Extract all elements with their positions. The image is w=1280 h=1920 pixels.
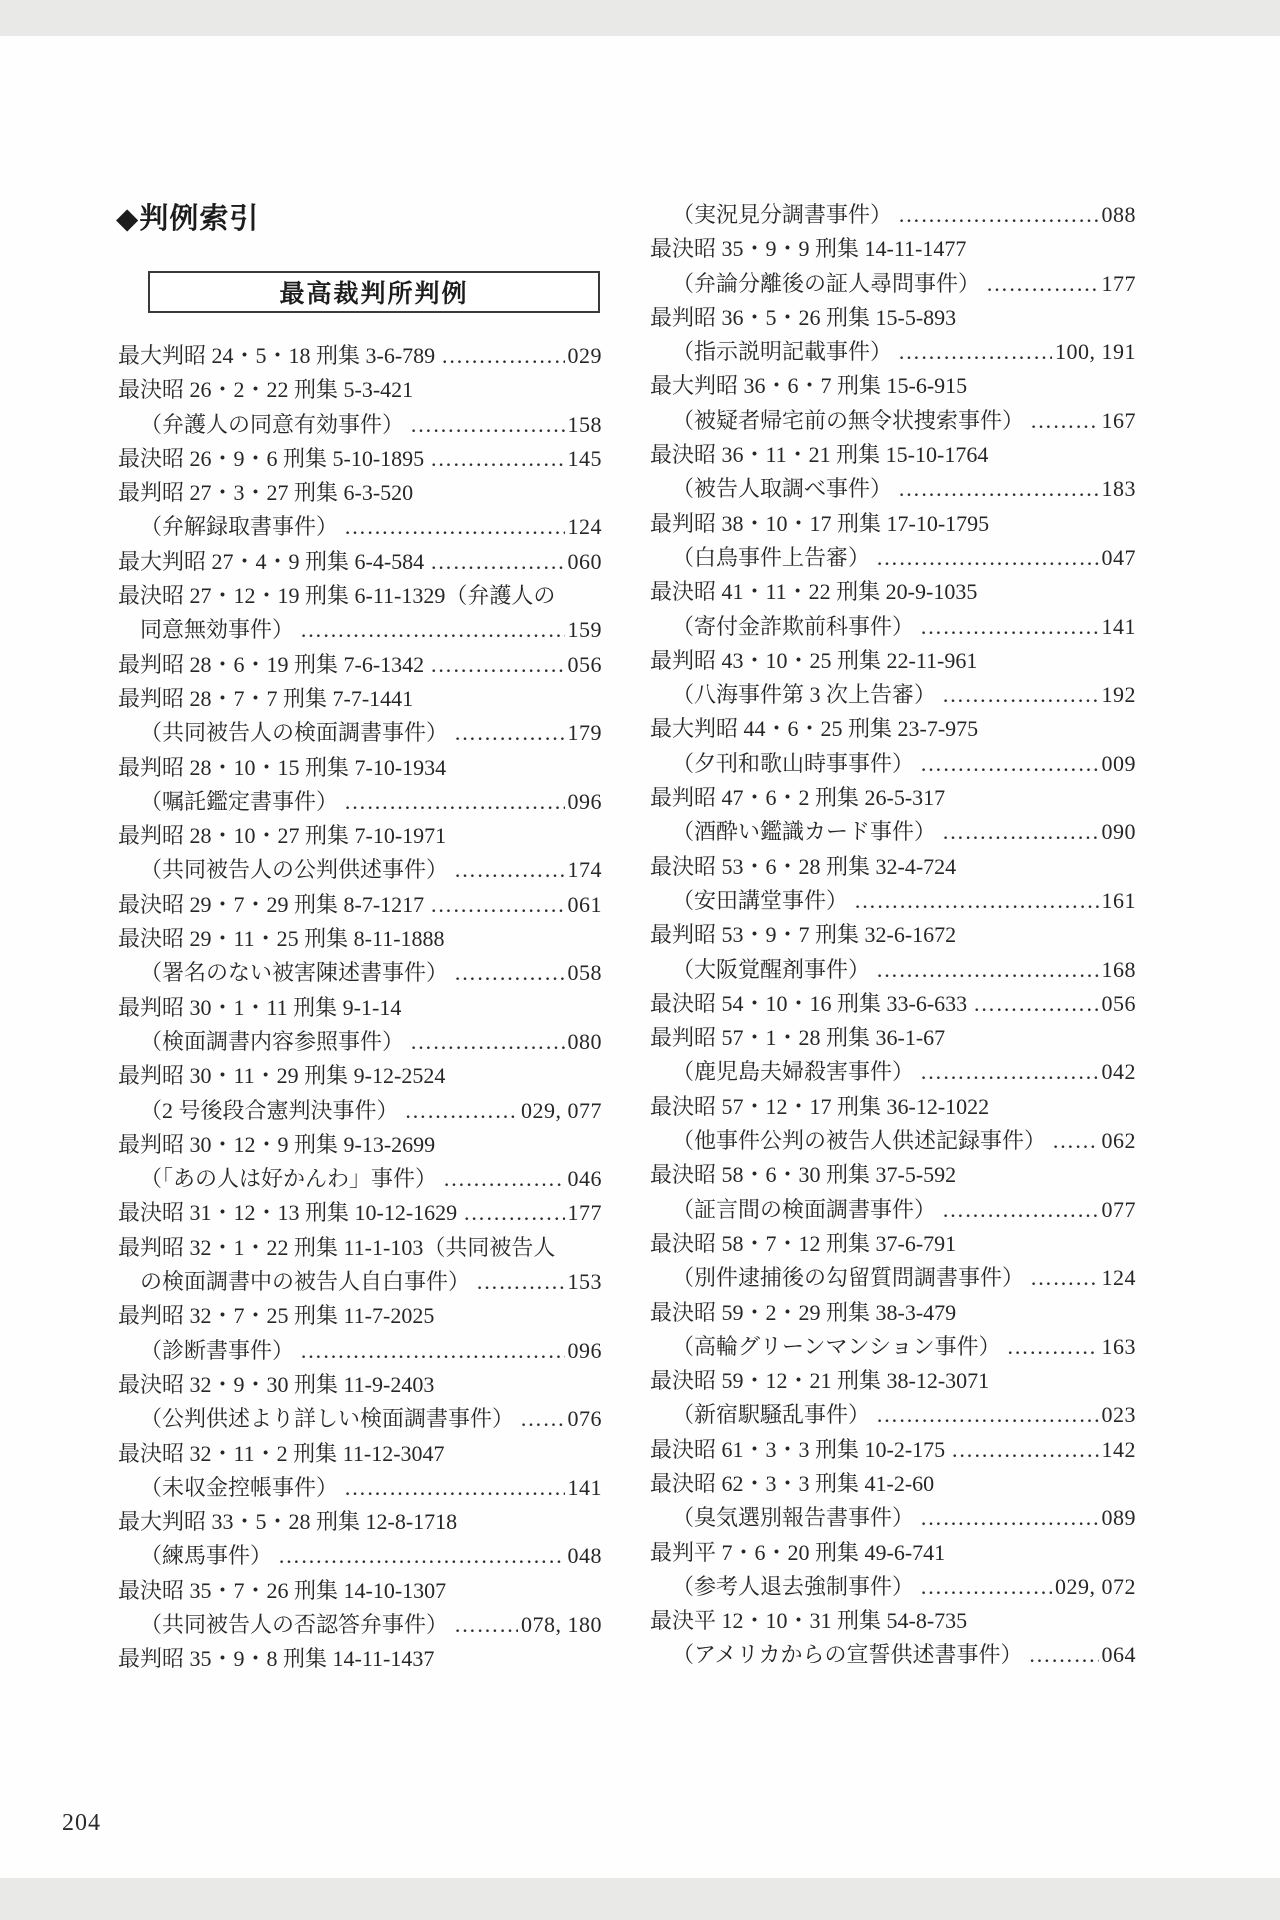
entry-text: 最大判昭 27・4・9 刑集 6-4-584 — [118, 548, 425, 574]
entry-text: （指示説明記載事件） — [672, 339, 893, 365]
entry-text: 最判昭 30・1・11 刑集 9-1-14 — [118, 994, 402, 1020]
entry-text: 最決昭 59・12・21 刑集 38-12-3071 — [650, 1368, 990, 1394]
entry-text: （別件逮捕後の勾留質問調書事件） — [672, 1265, 1025, 1291]
dot-leader — [898, 335, 1052, 369]
index-entry-line — [650, 1296, 1136, 1330]
left-column — [118, 339, 602, 1677]
dot-leader — [300, 613, 564, 647]
entry-text: 最決昭 62・3・3 刑集 41-2-60 — [650, 1470, 935, 1496]
dot-leader — [344, 510, 564, 544]
entry-text: 最判昭 30・11・29 刑集 9-12-2524 — [118, 1063, 446, 1089]
entry-text: （酒酔い鑑識カード事件） — [672, 819, 937, 845]
entry-text: 最判昭 53・9・7 刑集 32-6-1672 — [650, 922, 957, 948]
entry-text: （練馬事件） — [140, 1543, 273, 1569]
page-number: 204 — [62, 1810, 101, 1836]
entry-text: 最判昭 28・7・7 刑集 7-7-1441 — [118, 685, 414, 711]
index-entry-line — [118, 1608, 602, 1642]
index-entry-line — [650, 781, 1136, 815]
dot-leader — [441, 339, 564, 373]
index-entry-line — [118, 1574, 602, 1608]
dot-leader — [476, 1265, 564, 1299]
entry-text: （共同被告人の検面調書事件） — [140, 720, 449, 746]
index-entry-line — [118, 1437, 602, 1471]
index-entry-line — [118, 476, 602, 510]
entry-text: （八海事件第 3 次上告審） — [672, 682, 937, 708]
page-ref: 048 — [567, 1543, 602, 1569]
index-entry-line — [650, 1501, 1136, 1535]
entry-text: （鹿児島夫婦殺害事件） — [672, 1059, 915, 1085]
entry-text: 最決昭 61・3・3 刑集 10-2-175 — [650, 1436, 946, 1462]
entry-text: （署名のない被害陳述書事件） — [140, 960, 449, 986]
page-ref: 058 — [567, 960, 602, 986]
entry-text: 最判昭 28・10・15 刑集 7-10-1934 — [118, 754, 447, 780]
right-column — [650, 198, 1136, 1673]
entry-text: 同意無効事件） — [140, 617, 295, 643]
index-entry-line — [650, 678, 1136, 712]
entry-text: （新宿駅騒乱事件） — [672, 1402, 871, 1428]
page-ref: 029, 077 — [521, 1097, 602, 1123]
dot-leader — [410, 1025, 564, 1059]
entry-text: （大阪覚醒剤事件） — [672, 956, 871, 982]
entry-text: 最判昭 47・6・2 刑集 26-5-317 — [650, 785, 946, 811]
entry-text: （証言間の検面調書事件） — [672, 1196, 937, 1222]
entry-text: 最判昭 57・1・28 刑集 36-1-67 — [650, 1025, 946, 1051]
index-entry-line — [650, 1433, 1136, 1467]
entry-text: （他事件公判の被告人供述記録事件） — [672, 1128, 1047, 1154]
dot-leader — [430, 888, 564, 922]
dot-leader — [973, 987, 1098, 1021]
entry-text: （アメリカからの宣誓供述書事件） — [672, 1642, 1023, 1668]
index-entry-line — [118, 1402, 602, 1436]
dot-leader — [454, 853, 564, 887]
index-entry-line — [118, 1059, 602, 1093]
dot-leader — [1007, 1330, 1099, 1364]
index-entry-line — [118, 956, 602, 990]
entry-text: 最決昭 41・11・22 刑集 20-9-1035 — [650, 579, 978, 605]
index-entry-line — [118, 613, 602, 647]
index-entry-line — [118, 1231, 602, 1265]
page-ref: 153 — [567, 1269, 602, 1295]
entry-text: 最決昭 57・12・17 刑集 36-12-1022 — [650, 1093, 990, 1119]
entry-text: 最判昭 38・10・17 刑集 17-10-1795 — [650, 510, 990, 536]
dot-leader — [1030, 1261, 1098, 1295]
dot-leader — [344, 1471, 564, 1505]
index-entry-line — [650, 1124, 1136, 1158]
entry-text: 最決昭 26・2・22 刑集 5-3-421 — [118, 377, 414, 403]
top-margin-band — [0, 0, 1280, 36]
entry-text: （弁解録取書事件） — [140, 514, 339, 540]
entry-text: 最決昭 35・7・26 刑集 14-10-1307 — [118, 1577, 447, 1603]
index-entry-line — [650, 1158, 1136, 1192]
dot-leader — [300, 1334, 564, 1368]
index-entry-line — [650, 884, 1136, 918]
index-entry-line — [118, 1471, 602, 1505]
index-entry-line — [650, 712, 1136, 746]
dot-leader — [942, 815, 1098, 849]
page-ref: 096 — [567, 788, 602, 814]
dot-leader — [951, 1433, 1098, 1467]
entry-text: 最判昭 30・12・9 刑集 9-13-2699 — [118, 1131, 436, 1157]
index-entry-line — [650, 232, 1136, 266]
page-ref: 089 — [1101, 1505, 1136, 1531]
dot-leader — [898, 198, 1098, 232]
dot-leader — [920, 1055, 1098, 1089]
entry-text: 最大判昭 44・6・25 刑集 23-7-975 — [650, 716, 979, 742]
index-entry-line — [650, 1193, 1136, 1227]
entry-text: （弁護人の同意有効事件） — [140, 411, 405, 437]
index-entry-line — [650, 1090, 1136, 1124]
index-entry-line — [118, 819, 602, 853]
dot-leader — [1052, 1124, 1098, 1158]
bottom-margin-band — [0, 1878, 1280, 1920]
entry-text: の検面調書中の被告人自白事件） — [140, 1269, 471, 1295]
page-ref: 158 — [567, 411, 602, 437]
index-entry-line — [118, 991, 602, 1025]
dot-leader — [1030, 404, 1098, 438]
index-entry-line — [650, 301, 1136, 335]
entry-text: 最決昭 27・12・19 刑集 6-11-1329（弁護人の — [118, 583, 556, 609]
page-ref: 177 — [1101, 270, 1136, 296]
page-ref: 159 — [567, 617, 602, 643]
entry-text: （未収金控帳事件） — [140, 1474, 339, 1500]
page-ref: 076 — [567, 1406, 602, 1432]
index-entry-line — [650, 1398, 1136, 1432]
entry-text: （被告人取調べ事件） — [672, 476, 893, 502]
entry-text: （白鳥事件上告審） — [672, 544, 871, 570]
entry-text: 最決昭 54・10・16 刑集 33-6-633 — [650, 990, 968, 1016]
index-entry-line — [650, 815, 1136, 849]
dot-leader — [520, 1402, 564, 1436]
entry-text: 最決昭 26・9・6 刑集 5-10-1895 — [118, 445, 425, 471]
index-entry-line — [118, 785, 602, 819]
page-ref: 090 — [1101, 819, 1136, 845]
page-ref: 047 — [1101, 544, 1136, 570]
index-entry-line — [650, 1261, 1136, 1295]
index-entry-line — [118, 1265, 602, 1299]
index-entry-line — [650, 335, 1136, 369]
entry-text: （嘱託鑑定書事件） — [140, 788, 339, 814]
page-ref: 023 — [1101, 1402, 1136, 1428]
index-entry-line — [118, 373, 602, 407]
entry-text: 最大判昭 36・6・7 刑集 15-6-915 — [650, 373, 968, 399]
index-entry-line — [118, 751, 602, 785]
dot-leader — [344, 785, 564, 819]
dot-leader — [920, 1570, 1052, 1604]
index-entry-line — [650, 918, 1136, 952]
section-header-label: 最高裁判所判例 — [279, 280, 469, 308]
index-entry-line — [650, 1467, 1136, 1501]
entry-text: （2 号後段合憲判決事件） — [140, 1097, 399, 1123]
page-ref: 077 — [1101, 1196, 1136, 1222]
entry-text: （公判供述より詳しい検面調書事件） — [140, 1406, 515, 1432]
page-ref: 168 — [1101, 956, 1136, 982]
page-ref: 142 — [1101, 1436, 1136, 1462]
page-ref: 145 — [567, 445, 602, 471]
page-ref: 029, 072 — [1055, 1573, 1136, 1599]
entry-text: （共同被告人の公判供述事件） — [140, 857, 449, 883]
page-ref: 161 — [1101, 887, 1136, 913]
page-title-text: 判例索引 — [139, 203, 260, 235]
entry-text: 最大判昭 33・5・28 刑集 12-8-1718 — [118, 1509, 458, 1535]
entry-text: 最判平 7・6・20 刑集 49-6-741 — [650, 1539, 946, 1565]
page-ref: 009 — [1101, 750, 1136, 776]
index-entry-line — [650, 575, 1136, 609]
dot-leader — [454, 1608, 518, 1642]
page-ref: 064 — [1101, 1642, 1136, 1668]
page-ref: 124 — [1101, 1265, 1136, 1291]
index-entry-line — [118, 1334, 602, 1368]
entry-text: 最判昭 32・7・25 刑集 11-7-2025 — [118, 1303, 435, 1329]
page-ref: 163 — [1101, 1333, 1136, 1359]
index-entry-line — [118, 682, 602, 716]
index-entry-line — [118, 888, 602, 922]
dot-leader — [430, 442, 564, 476]
index-entry-line — [650, 1364, 1136, 1398]
index-entry-line — [650, 1570, 1136, 1604]
page-ref: 029 — [567, 343, 602, 368]
dot-leader — [410, 408, 564, 442]
entry-text: （共同被告人の否認答弁事件） — [140, 1611, 449, 1637]
page-ref: 060 — [567, 548, 602, 574]
entry-text: 最決昭 29・7・29 刑集 8-7-1217 — [118, 891, 425, 917]
entry-text: （弁論分離後の証人尋問事件） — [672, 270, 981, 296]
index-entry-line — [650, 1604, 1136, 1638]
index-entry-line — [118, 922, 602, 956]
entry-text: 最判昭 28・6・19 刑集 7-6-1342 — [118, 651, 425, 677]
dot-leader — [876, 541, 1098, 575]
entry-text: 最大判昭 24・5・18 刑集 3-6-789 — [118, 343, 436, 368]
dot-leader — [876, 953, 1098, 987]
dot-leader — [942, 678, 1098, 712]
index-entry-line — [118, 853, 602, 887]
index-entry-line — [650, 987, 1136, 1021]
dot-leader — [920, 747, 1098, 781]
dot-leader — [876, 1398, 1098, 1432]
page-ref: 078, 180 — [521, 1611, 602, 1637]
dot-leader — [986, 267, 1098, 301]
page-ref: 141 — [1101, 613, 1136, 639]
entry-text: 最決昭 58・7・12 刑集 37-6-791 — [650, 1230, 957, 1256]
index-entry-line — [650, 267, 1136, 301]
index-entry-line — [118, 579, 602, 613]
index-entry-line — [650, 644, 1136, 678]
dot-leader — [854, 884, 1098, 918]
index-entry-line — [118, 1299, 602, 1333]
entry-text: 最決昭 35・9・9 刑集 14-11-1477 — [650, 236, 967, 262]
dot-leader — [463, 1196, 564, 1230]
dot-leader — [443, 1162, 564, 1196]
page-ref: 061 — [567, 891, 602, 917]
dot-leader — [454, 956, 564, 990]
page-ref: 088 — [1101, 202, 1136, 227]
dot-leader — [1028, 1638, 1098, 1672]
dot-leader — [430, 545, 564, 579]
index-entry-line — [118, 408, 602, 442]
page-ref: 177 — [567, 1200, 602, 1226]
entry-text: （臭気選別報告書事件） — [672, 1505, 915, 1531]
index-entry-line — [118, 1539, 602, 1573]
entry-text: （検面調書内容参照事件） — [140, 1028, 405, 1054]
page-ref: 096 — [567, 1337, 602, 1363]
index-entry-line — [650, 747, 1136, 781]
index-entry-line — [650, 369, 1136, 403]
entry-text: 最決昭 59・2・29 刑集 38-3-479 — [650, 1299, 957, 1325]
index-entry-line — [118, 339, 602, 373]
index-entry-line — [118, 1128, 602, 1162]
entry-text: （安田講堂事件） — [672, 887, 849, 913]
entry-text: 最判昭 43・10・25 刑集 22-11-961 — [650, 647, 978, 673]
entry-text: 最決昭 58・6・30 刑集 37-5-592 — [650, 1162, 957, 1188]
index-entry-line — [118, 1025, 602, 1059]
index-entry-line — [650, 541, 1136, 575]
dot-leader — [278, 1539, 564, 1573]
index-entry-line — [650, 953, 1136, 987]
dot-leader — [920, 610, 1098, 644]
dot-leader — [942, 1193, 1098, 1227]
entry-text: 最判昭 35・9・8 刑集 14-11-1437 — [118, 1646, 435, 1672]
index-entry-line — [650, 610, 1136, 644]
entry-text: （高輪グリーンマンション事件） — [672, 1333, 1001, 1359]
index-entry-line — [118, 648, 602, 682]
index-entry-line — [650, 438, 1136, 472]
entry-text: 最判昭 32・1・22 刑集 11-1-103（共同被告人 — [118, 1234, 556, 1260]
entry-text: 最判昭 28・10・27 刑集 7-10-1971 — [118, 823, 447, 849]
dot-leader — [898, 472, 1098, 506]
index-entry-line — [650, 1536, 1136, 1570]
page-ref: 056 — [567, 651, 602, 677]
index-entry-line — [118, 1094, 602, 1128]
page-ref: 062 — [1101, 1128, 1136, 1154]
dot-leader — [405, 1094, 518, 1128]
index-entry-line — [650, 404, 1136, 438]
index-entry-line — [650, 850, 1136, 884]
page-ref: 167 — [1101, 407, 1136, 433]
section-header-box — [148, 271, 600, 313]
entry-text: 最決昭 29・11・25 刑集 8-11-1888 — [118, 926, 445, 952]
index-entry-line — [650, 507, 1136, 541]
page-ref: 124 — [567, 514, 602, 540]
entry-text: 最決昭 32・9・30 刑集 11-9-2403 — [118, 1371, 435, 1397]
page-ref: 183 — [1101, 476, 1136, 502]
page-ref: 174 — [567, 857, 602, 883]
index-entry-line — [118, 1196, 602, 1230]
index-entry-line — [118, 1368, 602, 1402]
index-entry-line — [650, 1021, 1136, 1055]
index-entry-line — [118, 442, 602, 476]
index-entry-line — [650, 198, 1136, 232]
page-ref: 042 — [1101, 1059, 1136, 1085]
index-entry-line — [118, 1505, 602, 1539]
entry-text: （診断書事件） — [140, 1337, 295, 1363]
entry-text: 最決昭 53・6・28 刑集 32-4-724 — [650, 853, 957, 879]
entry-text: 最判昭 36・5・26 刑集 15-5-893 — [650, 304, 957, 330]
index-entry-line — [118, 1162, 602, 1196]
page-ref: 141 — [567, 1474, 602, 1500]
index-entry-line — [650, 1330, 1136, 1364]
page-ref: 179 — [567, 720, 602, 746]
index-entry-line — [650, 1227, 1136, 1261]
page-ref: 046 — [567, 1166, 602, 1192]
diamond-icon: ◆ — [116, 203, 140, 235]
dot-leader — [430, 648, 564, 682]
dot-leader — [920, 1501, 1098, 1535]
index-entry-line — [118, 1642, 602, 1676]
entry-text: 最決昭 32・11・2 刑集 11-12-3047 — [118, 1440, 445, 1466]
entry-text: （参考人退去強制事件） — [672, 1573, 915, 1599]
page-ref: 192 — [1101, 682, 1136, 708]
entry-text: 最決昭 36・11・21 刑集 15-10-1764 — [650, 442, 989, 468]
page-ref: 056 — [1101, 990, 1136, 1016]
entry-text: （「あの人は好かんわ」事件） — [140, 1166, 438, 1192]
entry-text: 最判昭 27・3・27 刑集 6-3-520 — [118, 480, 414, 506]
page-ref: 080 — [567, 1028, 602, 1054]
entry-text: 最決平 12・10・31 刑集 54-8-735 — [650, 1608, 968, 1634]
entry-text: （夕刊和歌山時事事件） — [672, 750, 915, 776]
index-entry-line — [118, 716, 602, 750]
page-ref: 100, 191 — [1055, 339, 1136, 365]
index-entry-line — [650, 472, 1136, 506]
index-entry-line — [118, 510, 602, 544]
dot-leader — [454, 716, 564, 750]
index-entry-line — [650, 1638, 1136, 1672]
entry-text: 最決昭 31・12・13 刑集 10-12-1629 — [118, 1200, 458, 1226]
index-entry-line — [650, 1055, 1136, 1089]
entry-text: （被疑者帰宅前の無令状捜索事件） — [672, 407, 1025, 433]
page-title — [116, 196, 259, 237]
index-entry-line — [118, 545, 602, 579]
entry-text: （寄付金詐欺前科事件） — [672, 613, 915, 639]
entry-text: （実況見分調書事件） — [672, 202, 893, 227]
